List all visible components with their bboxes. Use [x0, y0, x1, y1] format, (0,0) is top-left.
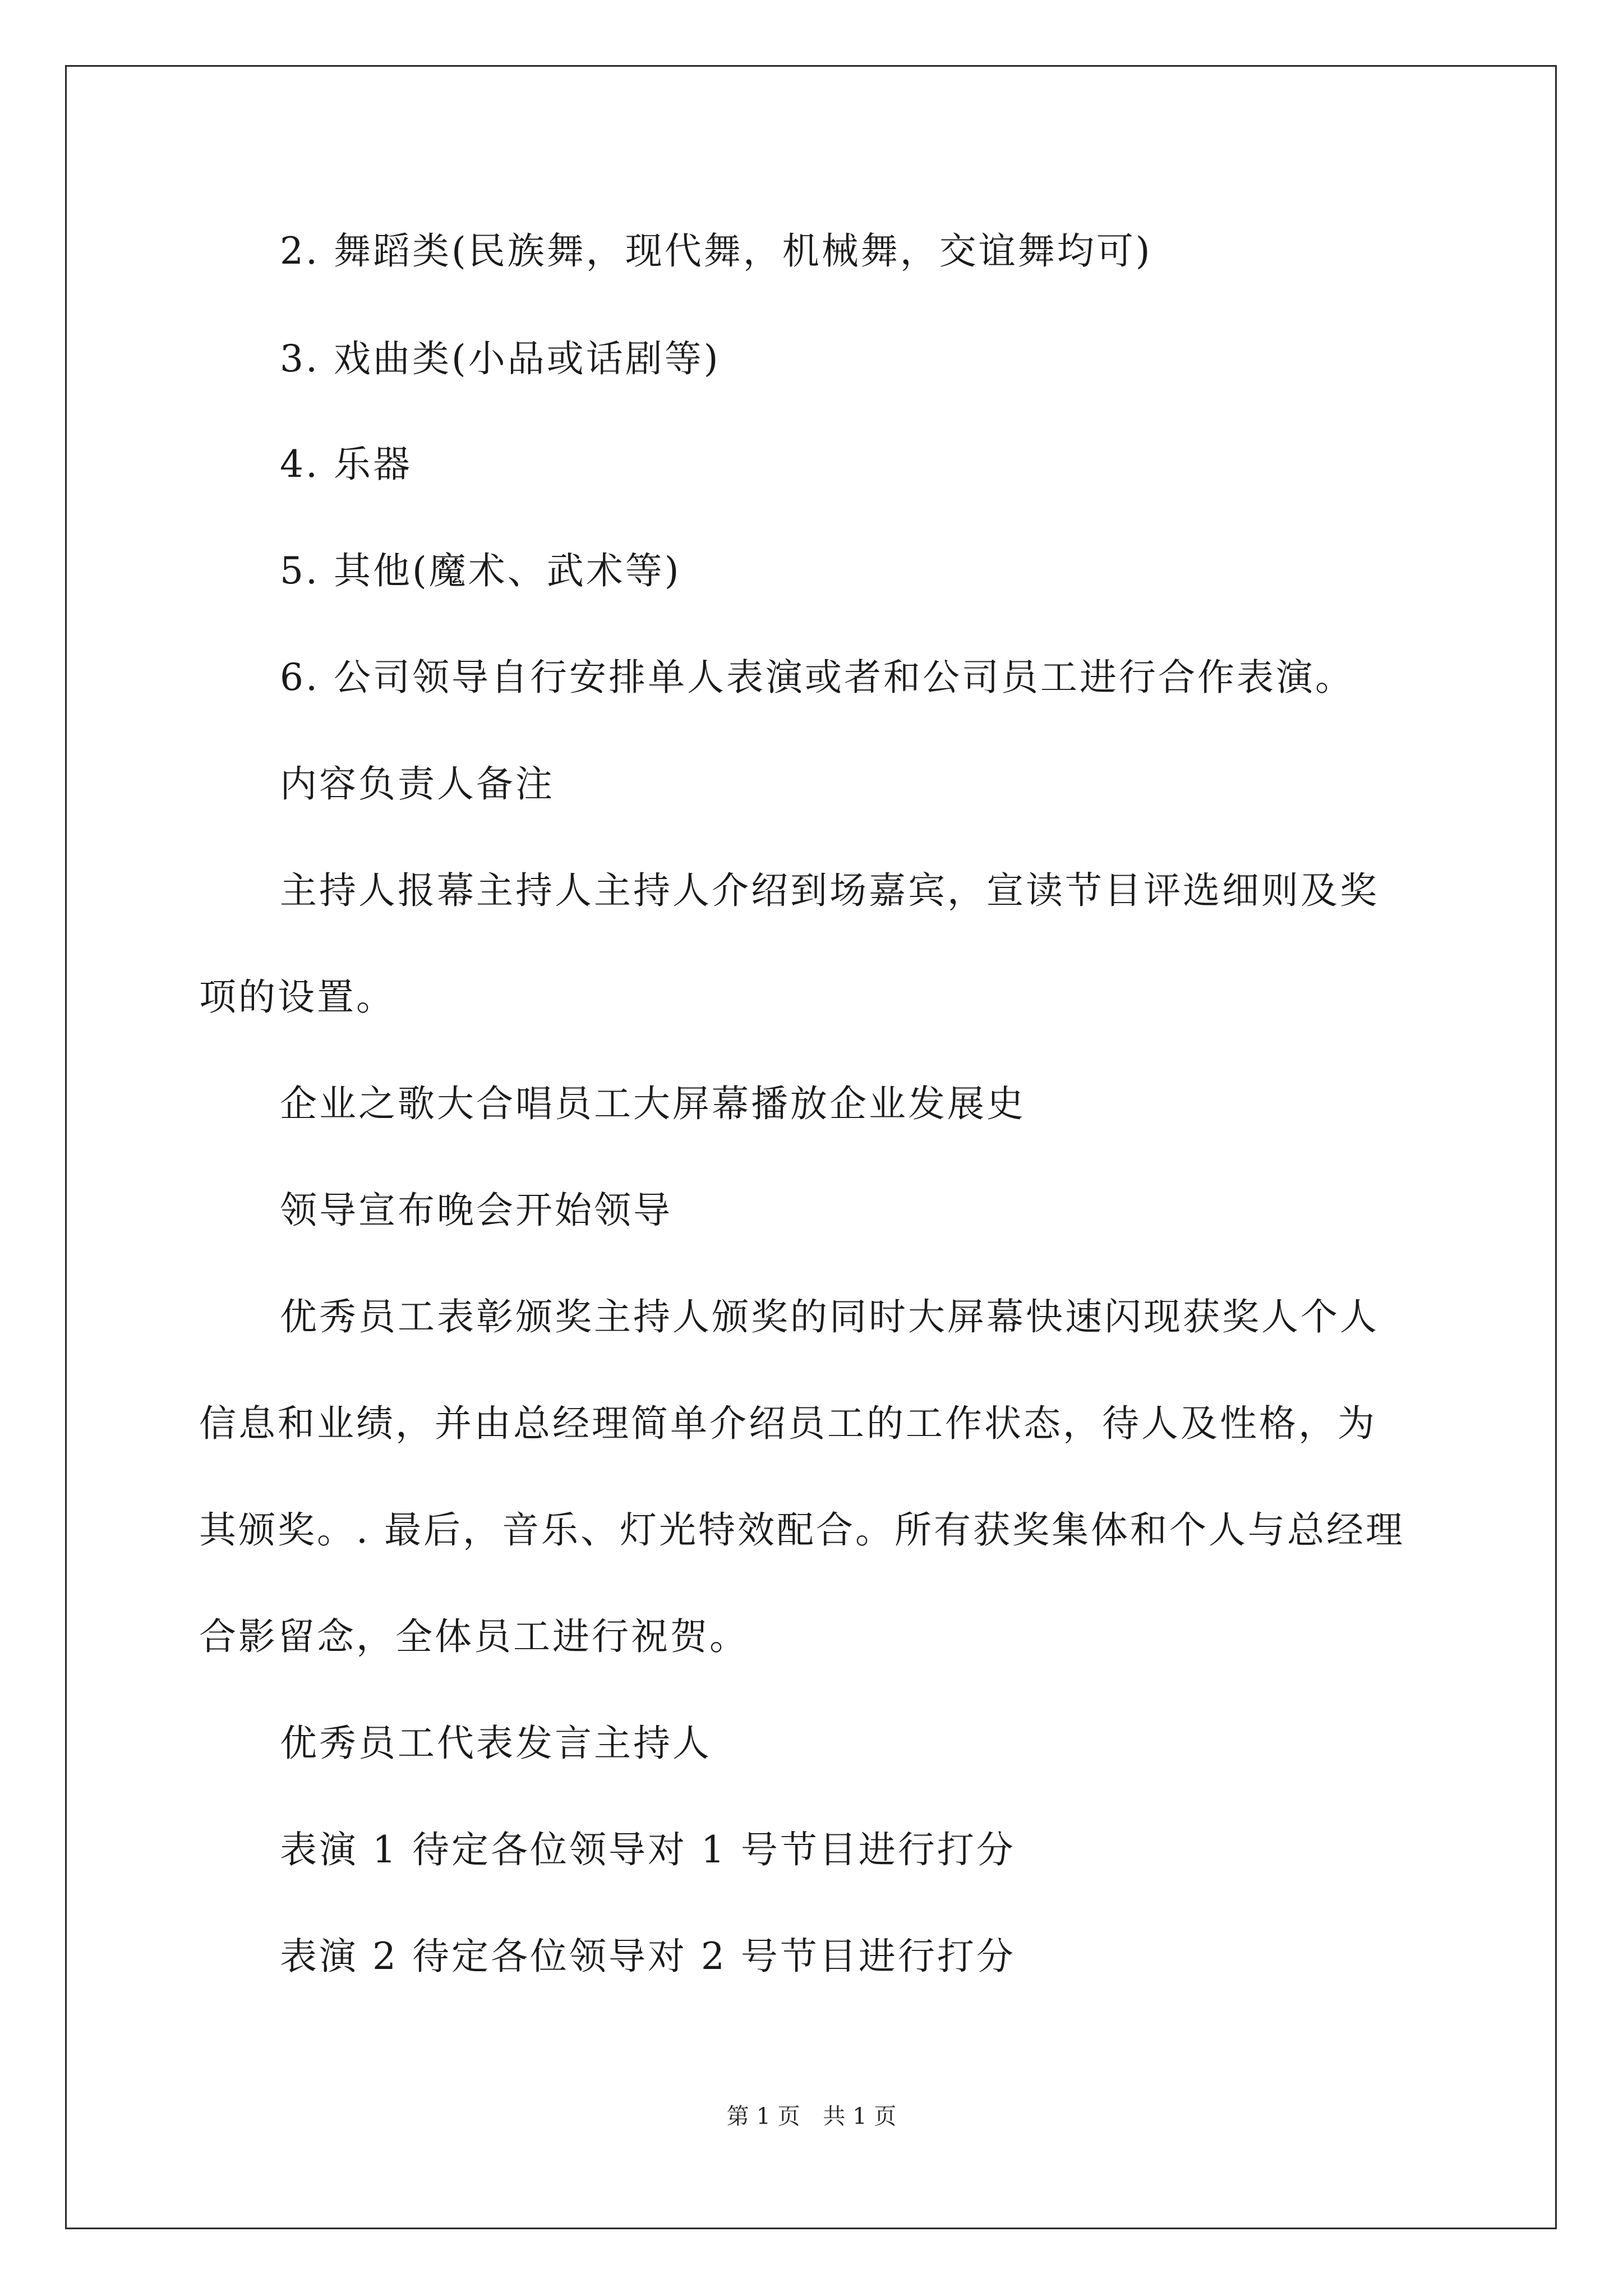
paragraph-opera: 3. 戏曲类(小品或话剧等) — [280, 337, 721, 380]
paragraph-leader-performance: 6. 公司领导自行安排单人表演或者和公司员工进行合作表演。 — [280, 656, 1354, 699]
paragraph-performance-2: 表演 2 待定各位领导对 2 号节目进行打分 — [280, 1935, 1016, 1978]
page-footer — [0, 2102, 1623, 2131]
paragraph-content-header: 内容负责人备注 — [280, 762, 555, 806]
paragraph-awards-cont-2: 其颁奖。. 最后，音乐、灯光特效配合。所有获奖集体和个人与总经理 — [199, 1508, 1405, 1552]
page-frame — [65, 65, 1557, 2229]
paragraph-employee-speech: 优秀员工代表发言主持人 — [280, 1722, 712, 1765]
paragraph-awards-cont-3: 合影留念，全体员工进行祝贺。 — [199, 1615, 749, 1658]
paragraph-host-intro-cont: 项的设置。 — [199, 976, 395, 1019]
paragraph-dance: 2. 舞蹈类(民族舞，现代舞，机械舞，交谊舞均可) — [280, 229, 1152, 273]
paragraph-company-song: 企业之歌大合唱员工大屏幕播放企业发展史 — [280, 1082, 1026, 1125]
paragraph-instruments: 4. 乐器 — [280, 443, 412, 486]
paragraph-awards: 优秀员工表彰颁奖主持人颁奖的同时大屏幕快速闪现获奖人个人 — [280, 1295, 1379, 1338]
paragraph-awards-cont-1: 信息和业绩，并由总经理简单介绍员工的工作状态，待人及性格，为 — [199, 1402, 1377, 1445]
page-total: 共 1 页 — [823, 2104, 897, 2129]
paragraph-other: 5. 其他(魔术、武术等) — [280, 549, 681, 592]
paragraph-performance-1: 表演 1 待定各位领导对 1 号节目进行打分 — [280, 1828, 1016, 1871]
page-number: 第 1 页 — [726, 2104, 800, 2129]
paragraph-opening: 领导宣布晚会开始领导 — [280, 1189, 672, 1232]
paragraph-host-intro: 主持人报幕主持人主持人介绍到场嘉宾，宣读节目评选细则及奖 — [280, 869, 1379, 912]
